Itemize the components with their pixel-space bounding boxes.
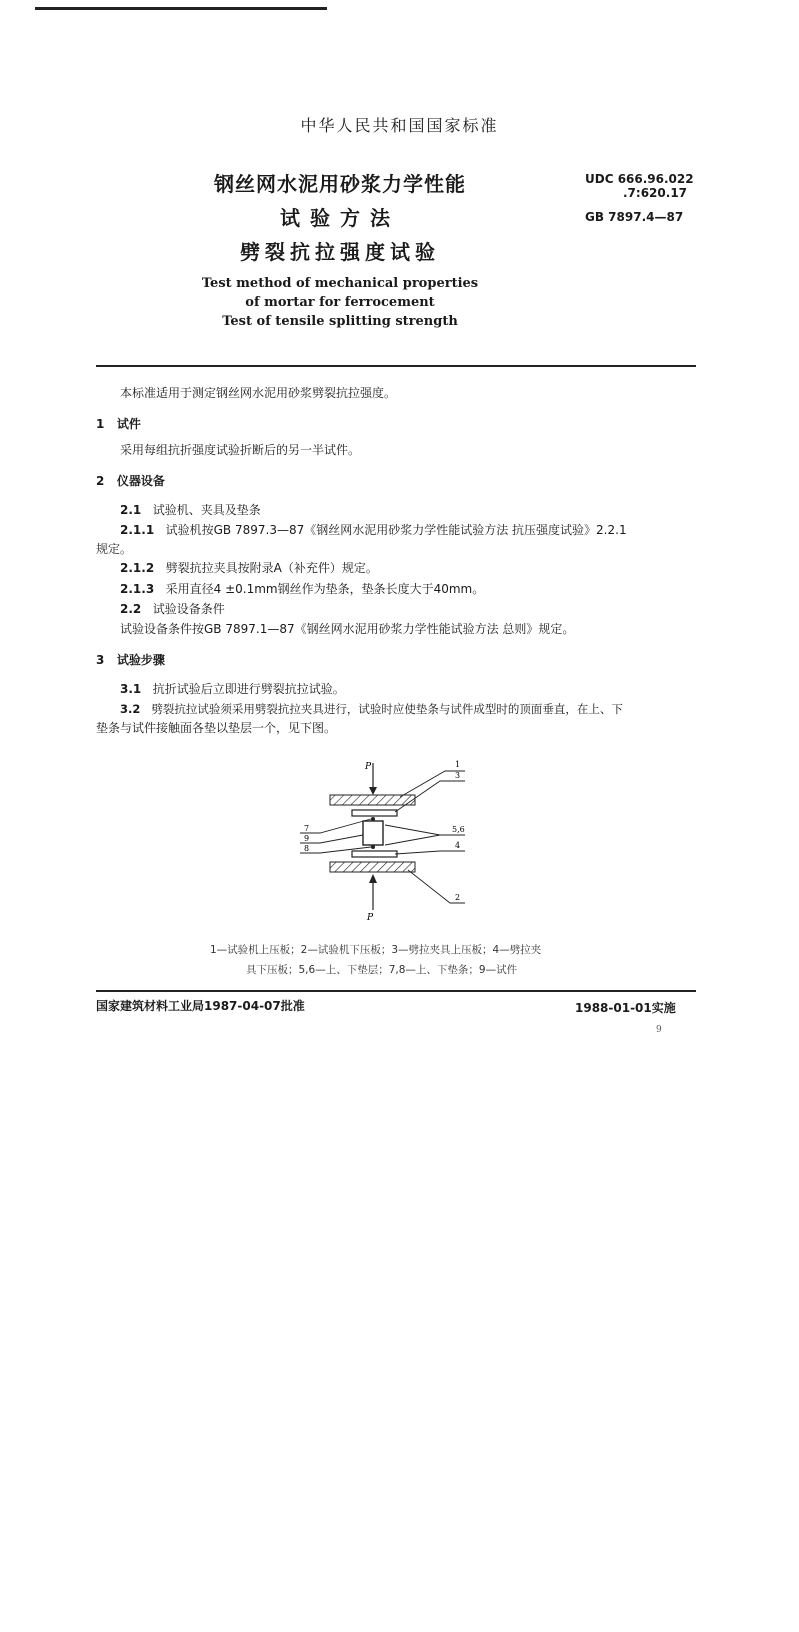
fixture-lower-plate [352, 851, 397, 857]
label-5-6: 5,6 [452, 825, 465, 834]
clause-number: 3.2 [120, 702, 141, 716]
section-title: 试件 [116, 417, 141, 431]
effective-date: 1988-01-01实施 [575, 1001, 676, 1015]
clause-2-1-1-continued: 规定。 [96, 542, 133, 556]
bottom-load-arrow-head [369, 874, 377, 883]
label-7: 7 [304, 824, 310, 833]
page-number: 9 [656, 1025, 662, 1035]
label-3: 3 [455, 771, 461, 780]
clause-2-1-2 [120, 559, 378, 577]
upper-strip [371, 817, 375, 821]
label-4: 4 [455, 841, 461, 850]
upper-machine-platen [330, 795, 415, 805]
splitting-fixture-diagram [290, 755, 490, 925]
gb-standard-number: GB 7897.4—87 [585, 210, 684, 224]
clause-2-1-3 [120, 580, 484, 598]
figure-caption-line-2: 具下压板；5,6—上、下垫层；7,8—上、下垫条；9—试件 [246, 964, 518, 976]
section-number: 1 [96, 417, 105, 431]
clause-number: 3.1 [120, 682, 142, 696]
label-9: 9 [304, 834, 310, 843]
clause-2-1 [120, 501, 261, 519]
clause-title: 试验机、夹具及垫条 [152, 503, 261, 517]
leader-4 [395, 851, 465, 854]
clause-title: 试验设备条件 [152, 602, 225, 616]
section-3-heading [96, 651, 165, 669]
section-title: 试验步骤 [116, 653, 165, 667]
udc-code-continued: .7:620.17 [623, 186, 688, 200]
clause-number: 2.2 [120, 602, 142, 616]
lower-machine-platen [330, 862, 415, 872]
leader-9 [300, 835, 363, 843]
clause-2-2-text: 试验设备条件按GB 7897.1—87《钢丝网水泥用砂浆力学性能试验方法 总则》规定。 [120, 622, 575, 636]
clause-2-1-1 [120, 521, 627, 539]
title-line-1: 钢丝网水泥用砂浆力学性能 [214, 172, 466, 196]
section-1-heading [96, 415, 141, 433]
clause-number: 2.1.1 [120, 523, 155, 537]
top-load-arrow-head [369, 787, 377, 795]
clause-text: 劈裂抗拉夹具按附录A（补充件）规定。 [165, 561, 378, 575]
section-title: 仪器设备 [116, 474, 165, 488]
clause-text: 采用直径4 ±0.1mm钢丝作为垫条，垫条长度大于40mm。 [165, 582, 485, 596]
approval-note: 国家建筑材料工业局1987-04-07批准 [96, 999, 305, 1013]
title-line-3: 劈裂抗拉强度试验 [240, 240, 440, 264]
label-8: 8 [304, 844, 310, 853]
title-line-2: 试验方法 [280, 206, 400, 230]
intro-paragraph: 本标准适用于测定钢丝网水泥用砂浆劈裂抗拉强度。 [120, 386, 397, 400]
clause-3-2-continued: 垫条与试件接触面各垫以垫层一个，见下图。 [96, 721, 337, 735]
english-title-line-1: Test method of mechanical properties [201, 276, 479, 291]
section-number: 3 [96, 653, 105, 667]
lower-strip [371, 845, 375, 849]
leader-7 [300, 819, 371, 833]
section-2-heading [96, 472, 165, 490]
leader-5-6-b [385, 835, 440, 845]
leader-8 [300, 847, 371, 853]
label-2: 2 [455, 893, 461, 902]
specimen [363, 821, 383, 845]
udc-code: UDC 666.96.022 [585, 172, 694, 186]
clause-text: 劈裂抗拉试验须采用劈裂抗拉夹具进行，试验时应使垫条与试件成型时的顶面垂直，在上、下 [151, 702, 623, 716]
label-p-top: P [365, 762, 372, 772]
label-1: 1 [455, 760, 461, 769]
section-1-text: 采用每组抗折强度试验折断后的另一半试件。 [120, 443, 361, 457]
clause-2-2 [120, 600, 225, 618]
clause-number: 2.1 [120, 503, 142, 517]
english-title-line-3: Test of tensile splitting strength [222, 314, 458, 329]
clause-3-1 [120, 680, 345, 698]
figure-caption-line-1: 1—试验机上压板；2—试验机下压板；3—劈拉夹具上压板；4—劈拉夹 [210, 944, 542, 956]
standard-type-header: 中华人民共和国国家标准 [300, 116, 499, 135]
clause-text: 试验机按GB 7897.3—87《钢丝网水泥用砂浆力学性能试验方法 抗压强度试验》2.2.1 [165, 523, 627, 537]
label-p-bottom: P [367, 913, 374, 923]
clause-number: 2.1.2 [120, 561, 155, 575]
top-border-line [35, 7, 327, 10]
clause-text: 抗折试验后立即进行劈裂抗拉试验。 [152, 682, 345, 696]
section-number: 2 [96, 474, 105, 488]
clause-number: 2.1.3 [120, 582, 155, 596]
english-title-line-2: of mortar for ferrocement [245, 295, 435, 310]
header-divider [96, 365, 696, 367]
footer-divider [96, 990, 696, 992]
clause-3-2 [120, 700, 623, 718]
fixture-upper-plate [352, 810, 397, 816]
